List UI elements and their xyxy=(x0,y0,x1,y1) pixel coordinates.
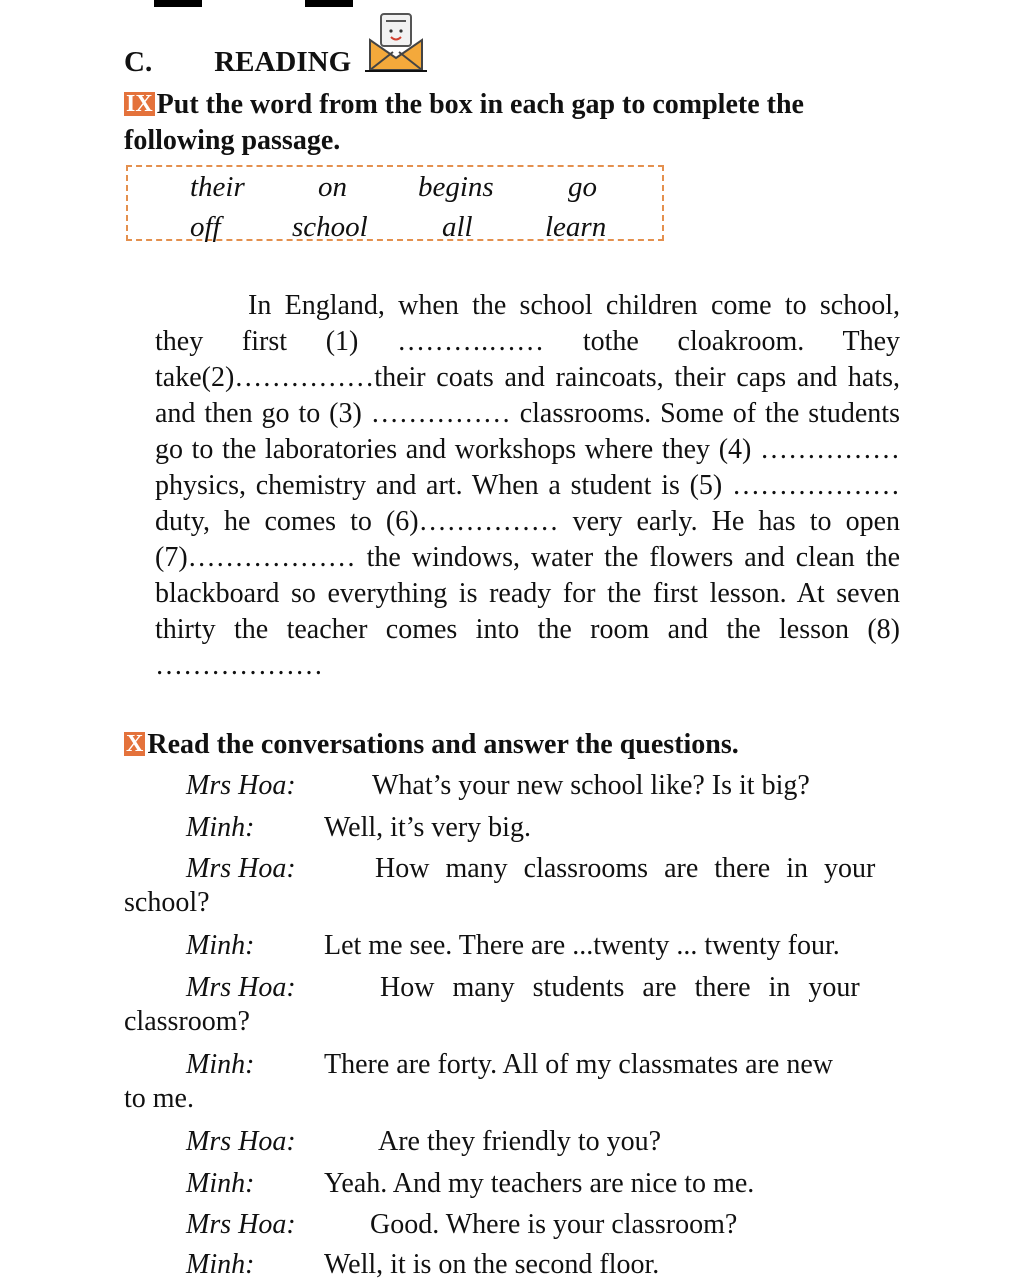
dialogue-speaker: Minh: xyxy=(186,930,255,961)
dialogue-speaker: Minh: xyxy=(186,1168,255,1199)
dialogue-line: What’s your new school like? Is it big? xyxy=(372,770,810,801)
instruction-line-1: Put the word from the box in each gap to complete the xyxy=(156,89,804,120)
top-bar-decoration xyxy=(154,0,202,7)
title-underline xyxy=(365,70,427,72)
top-bar-decoration xyxy=(305,0,353,7)
exercise-ix-instruction xyxy=(124,87,804,123)
dialogue-line: How many classrooms are there in your xyxy=(375,853,876,884)
exercise-x-instruction-text: Read the conversations and answer the questions. xyxy=(147,729,739,760)
word-box-item: all xyxy=(442,211,473,243)
word-box-item: learn xyxy=(545,211,607,243)
dialogue-line: Good. Where is your classroom? xyxy=(370,1209,738,1240)
exercise-ix-badge: IX xyxy=(126,91,153,117)
dialogue-line: How many students are there in your xyxy=(380,972,860,1003)
dialogue-line: There are forty. All of my classmates are new xyxy=(324,1049,833,1080)
word-box-item: school xyxy=(292,211,368,243)
dialogue-line-continuation: school? xyxy=(124,887,210,918)
dialogue-line: Let me see. There are ...twenty ... twenty four. xyxy=(324,930,840,961)
passage-text: In England, when the school children come to school, they first (1) ……….…… tothe cloakroom. They take(2)……………their coats and raincoats, their caps and hats, and then go to (3) …………… classrooms. Some of the students go to the laboratories and workshops where they (4) …………… physics, chemistry and art. When a student is (5) ……………… duty, he comes to (6)…………… very early. He has to open (7)……………… the windows, water the flowers and clean the blackboard so everything is ready for the first lesson. At seven thirty the teacher comes into the room and the lesson (8) ……………… xyxy=(155,290,900,681)
reading-passage xyxy=(155,288,900,684)
dialogue-speaker: Minh: xyxy=(186,812,255,843)
dialogue-speaker: Mrs Hoa: xyxy=(186,1209,296,1240)
dialogue-line-continuation: to me. xyxy=(124,1083,194,1114)
dialogue-speaker: Mrs Hoa: xyxy=(186,770,296,801)
exercise-x-badge: X xyxy=(126,731,144,757)
dialogue-speaker: Mrs Hoa: xyxy=(186,972,296,1003)
word-box-item: go xyxy=(568,171,597,203)
dialogue-speaker: Mrs Hoa: xyxy=(186,1126,296,1157)
dialogue-line: Are they friendly to you? xyxy=(378,1126,662,1157)
word-box-item: on xyxy=(318,171,347,203)
exercise-x-instruction xyxy=(124,727,739,763)
dialogue-speaker: Minh: xyxy=(186,1049,255,1080)
instruction-line-2: following passage. xyxy=(124,125,341,156)
word-box-item: their xyxy=(190,171,245,203)
dialogue-speaker: Mrs Hoa: xyxy=(186,853,296,884)
section-letter: C. xyxy=(124,46,153,78)
section-heading xyxy=(124,46,351,79)
envelope-letter-icon xyxy=(365,12,427,74)
word-box-item: off xyxy=(190,211,221,243)
section-title: READING xyxy=(214,46,352,78)
dialogue-line: Well, it is on the second floor. xyxy=(324,1249,660,1280)
dialogue-line: Yeah. And my teachers are nice to me. xyxy=(324,1168,755,1199)
word-box-item: begins xyxy=(418,171,494,203)
word-box xyxy=(126,165,664,241)
dialogue-speaker: Minh: xyxy=(186,1249,255,1280)
dialogue-line: Well, it’s very big. xyxy=(324,812,531,843)
dialogue-line-continuation: classroom? xyxy=(124,1006,250,1037)
